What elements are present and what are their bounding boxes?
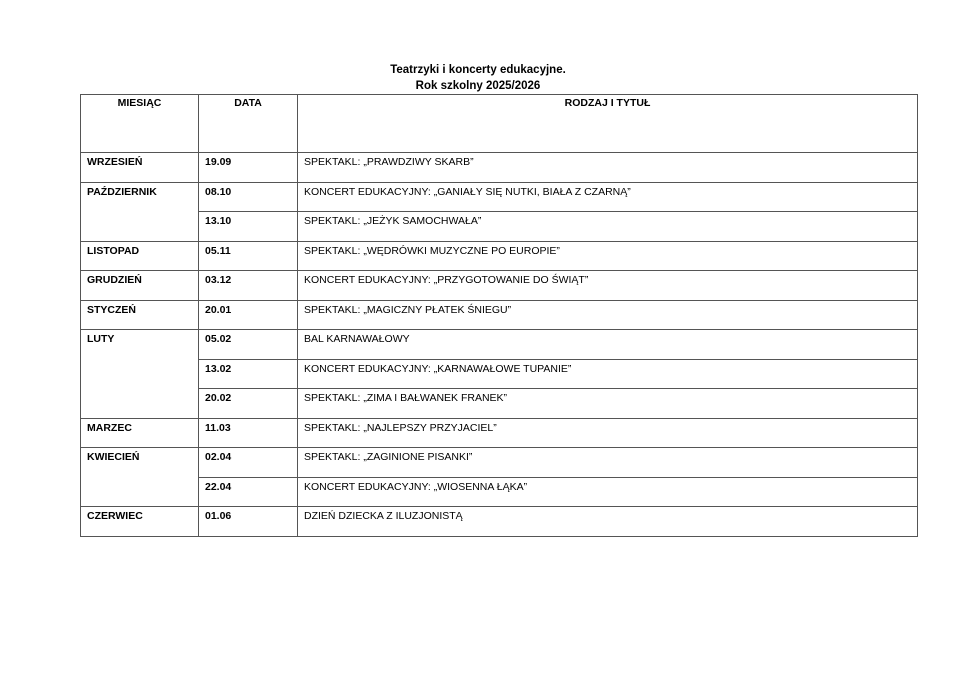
date-cell: 13.02	[199, 359, 298, 389]
event-title-cell: SPEKTAKL: „PRAWDZIWY SKARB”	[298, 153, 918, 183]
date-cell: 20.02	[199, 389, 298, 419]
event-title-cell: SPEKTAKL: „WĘDRÓWKI MUZYCZNE PO EUROPIE”	[298, 241, 918, 271]
month-cell: KWIECIEŃ	[81, 448, 199, 478]
header-date: DATA	[199, 95, 298, 153]
header-month: MIESIĄC	[81, 95, 199, 153]
date-cell: 22.04	[199, 477, 298, 507]
table-row	[81, 477, 918, 507]
month-cell: STYCZEŃ	[81, 300, 199, 330]
month-cell: LUTY	[81, 330, 199, 360]
table-row	[81, 389, 918, 419]
month-cell	[81, 212, 199, 242]
table-row	[81, 153, 918, 183]
table-row	[81, 418, 918, 448]
event-title-cell: SPEKTAKL: „ZAGINIONE PISANKI”	[298, 448, 918, 478]
table-row	[81, 330, 918, 360]
date-cell: 05.02	[199, 330, 298, 360]
event-title-cell: SPEKTAKL: „ZIMA I BAŁWANEK FRANEK”	[298, 389, 918, 419]
title-line-1: Teatrzyki i koncerty edukacyjne.	[390, 64, 566, 76]
event-title-cell: SPEKTAKL: „JEŻYK SAMOCHWAŁA”	[298, 212, 918, 242]
table-row	[81, 359, 918, 389]
date-cell: 13.10	[199, 212, 298, 242]
table-row	[81, 507, 918, 537]
table-row	[81, 241, 918, 271]
month-cell: WRZESIEŃ	[81, 153, 199, 183]
date-cell: 20.01	[199, 300, 298, 330]
month-cell	[81, 389, 199, 419]
table-row	[81, 271, 918, 301]
header-row	[81, 95, 918, 153]
date-cell: 11.03	[199, 418, 298, 448]
event-title-cell: KONCERT EDUKACYJNY: „KARNAWAŁOWE TUPANIE”	[298, 359, 918, 389]
schedule-table	[80, 94, 918, 537]
date-cell: 08.10	[199, 182, 298, 212]
event-title-cell: DZIEŃ DZIECKA Z ILUZJONISTĄ	[298, 507, 918, 537]
month-cell: GRUDZIEŃ	[81, 271, 199, 301]
event-title-cell: BAL KARNAWAŁOWY	[298, 330, 918, 360]
table-row	[81, 182, 918, 212]
table-row	[81, 300, 918, 330]
event-title-cell: SPEKTAKL: „NAJLEPSZY PRZYJACIEL”	[298, 418, 918, 448]
month-cell: LISTOPAD	[81, 241, 199, 271]
month-cell: CZERWIEC	[81, 507, 199, 537]
month-cell	[81, 359, 199, 389]
table-row	[81, 448, 918, 478]
event-title-cell: KONCERT EDUKACYJNY: „GANIAŁY SIĘ NUTKI, BIAŁA Z CZARNĄ”	[298, 182, 918, 212]
table-row	[81, 212, 918, 242]
month-cell: PAŹDZIERNIK	[81, 182, 199, 212]
month-cell	[81, 477, 199, 507]
event-title-cell: KONCERT EDUKACYJNY: „PRZYGOTOWANIE DO ŚWIĄT”	[298, 271, 918, 301]
event-title-cell: SPEKTAKL: „MAGICZNY PŁATEK ŚNIEGU”	[298, 300, 918, 330]
date-cell: 01.06	[199, 507, 298, 537]
title-line-2: Rok szkolny 2025/2026	[415, 80, 541, 92]
date-cell: 19.09	[199, 153, 298, 183]
document-title	[0, 62, 956, 94]
date-cell: 03.12	[199, 271, 298, 301]
header-title: RODZAJ I TYTUŁ	[298, 95, 918, 153]
date-cell: 05.11	[199, 241, 298, 271]
month-cell: MARZEC	[81, 418, 199, 448]
event-title-cell: KONCERT EDUKACYJNY: „WIOSENNA ŁĄKA”	[298, 477, 918, 507]
date-cell: 02.04	[199, 448, 298, 478]
